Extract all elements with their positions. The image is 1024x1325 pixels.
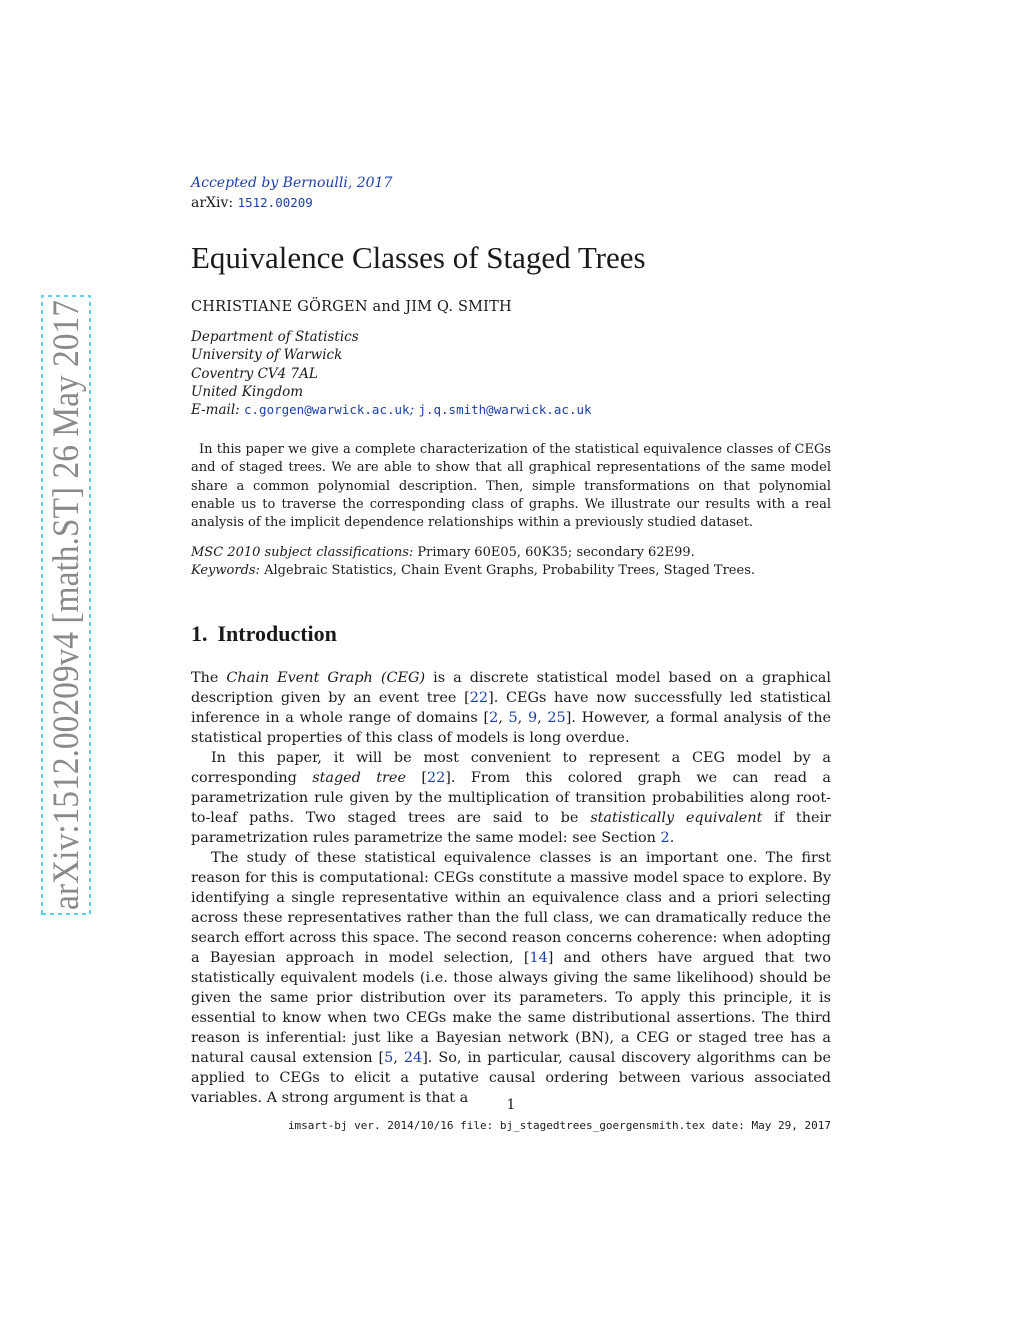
citation-link[interactable]: 25 [547, 710, 566, 726]
arxiv-stamp-text: arXiv:1512.00209v4 [math.ST] 26 May 2017 [46, 290, 87, 910]
keywords-line [191, 562, 831, 580]
section-heading-introduction [191, 620, 831, 648]
arxiv-side-stamp [8, 290, 108, 920]
introduction-body [191, 668, 831, 1108]
text-run: ]. From this colored graph we can read a parametrization rule given by the multiplication of transition probabilities along root-to-leaf paths. Two staged trees are said to be [191, 770, 831, 826]
email-link-gorgen[interactable]: c.gorgen@warwick.ac.uk [244, 402, 410, 418]
text-run: The study of these statistical equivalence classes is an important one. The first reason for this is computational: CEGs constitute a massive model space to explore. By identifying a single representative within an equivalence class and a priori selecting across these representatives rather than the full class, we can dramatically reduce the search effort across this space. The second reason concerns coherence: when adopting a Bayesian approach in model selection, [ [191, 850, 831, 966]
classification-block [191, 544, 831, 581]
section-title-text: Introduction [217, 621, 337, 646]
citation-link[interactable]: 24 [403, 1050, 423, 1066]
text-run: ]. So, in particular, causal discovery algorithms can be applied to CEGs to elicit a putative causal ordering between various associated variables. A strong argument is that a [191, 1050, 831, 1106]
text-run: The [191, 670, 227, 686]
affiliation-line: Coventry CV4 7AL [191, 365, 318, 382]
text-emphasis: staged tree [312, 770, 406, 786]
citation-link[interactable]: 5 [384, 1050, 394, 1066]
text-emphasis: Chain Event Graph (CEG) [226, 670, 426, 686]
paragraph-3: The study of these statistical equivalence classes is an important one. The first reason for this is computational: CEGs constitute a massive model space to explore. By identifying a single representative within an equivalence class and a priori selecting across these representatives rather than the full class, we can dramatically reduce the search effort across this space. The second reason concerns coherence: when adopting a Bayesian approach in model selection, [14] and others have argued that two statistically equivalent models (i.e. those always giving the same likelihood) should be given the same prior distribution over its parameters. To apply this principle, it is essential to know when two CEGs make the same distributional assertions. The third reason is inferential: just like a Bayesian network (BN), a CEG or staged tree has a natural causal extension [5, 24]. So, in particular, causal discovery algorithms can be applied to CEGs to elicit a putative causal ordering between various associated variables. A strong argument is that a [191, 850, 831, 1106]
arxiv-id-line [191, 194, 831, 212]
document-footer: imsart-bj ver. 2014/10/16 file: bj_stagedtrees_goergensmith.tex date: May 29, 2017 [287, 1119, 831, 1132]
email-label: E-mail: [191, 402, 240, 419]
email-separator: ; [409, 402, 415, 419]
citation-link[interactable]: 22 [426, 770, 446, 786]
keywords-label: Keywords: [191, 563, 260, 579]
page-number: 1 [506, 1097, 516, 1113]
email-link-smith[interactable]: j.q.smith@warwick.ac.uk [418, 402, 592, 418]
keywords-text: Algebraic Statistics, Chain Event Graphs, Probability Trees, Staged Trees. [264, 563, 756, 579]
paper-title: Equivalence Classes of Staged Trees [191, 240, 646, 275]
text-run: ] and others have argued that two statistically equivalent models (i.e. those always giving the same likelihood) should be given the same prior distribution over its parameters. To apply this principle, it is essential to know when two CEGs make the same distributional assertions. The third reason is inferential: just like a Bayesian network (BN), a CEG or staged tree has a natural causal extension [ [191, 950, 831, 1066]
msc-label: MSC 2010 subject classifications: [191, 545, 414, 560]
text-run: is a discrete statistical model based on a graphical description given by an event tree [ [191, 670, 831, 706]
text-run: ]. However, a formal analysis of the statistical properties of this class of models is long overdue. [191, 710, 832, 746]
msc-text: Primary 60E05, 60K35; secondary 62E99. [417, 545, 695, 560]
text-run: . [669, 830, 675, 846]
text-run: [ [405, 770, 427, 786]
paragraph-2 [191, 748, 831, 848]
citation-link[interactable]: 22 [469, 690, 489, 706]
email-line [191, 401, 831, 419]
paragraph-1: The Chain Event Graph (CEG) is a discrete statistical model based on a graphical description given by an event tree [22]. CEGs have now successfully led statistical inference in a whole range of domains [2, 5, 9, 25]. However, a formal analysis of the statistical properties of this class of models is long overdue. [191, 670, 832, 746]
affiliation-line: University of Warwick [191, 347, 343, 364]
abstract: In this paper we give a complete characterization of the statistical equivalence classes of CEGs and of staged trees. We are able to show that all graphical representations of the same model share a common polynomial description. Then, simple transformations on that polynomial enable us to traverse the corresponding class of graphs. We illustrate our results with a real analysis of the implicit dependence relationships within a previously studied dataset. [191, 442, 831, 531]
citation-link[interactable]: 9 [527, 710, 538, 726]
text-emphasis: statistically equivalent [590, 810, 763, 826]
affiliation-line: Department of Statistics [191, 329, 359, 345]
affiliation-block [191, 328, 831, 419]
accepted-note[interactable]: Accepted by Bernoulli, 2017 [191, 175, 393, 191]
arxiv-id-link[interactable]: 1512.00209 [237, 195, 313, 210]
msc-line [191, 544, 831, 562]
text-run: In this paper, it will be most convenient to represent a CEG model by a corresponding [191, 750, 831, 786]
citation-link[interactable]: 14 [529, 950, 548, 966]
arxiv-prefix: arXiv: [191, 195, 234, 211]
section-number: 1. [191, 621, 208, 646]
section-reference-link[interactable]: 2 [660, 830, 670, 846]
citation-link[interactable]: 5 [508, 710, 518, 726]
text-run: ]. CEGs have now successfully led statistical inference in a whole range of domains [ [191, 690, 831, 726]
authors: CHRISTIANE GÖRGEN and JIM Q. SMITH [191, 299, 512, 315]
affiliation-line: United Kingdom [191, 383, 304, 400]
citation-link[interactable]: 2 [489, 710, 499, 726]
text-run: if their parametrization rules parametrize the same model: see Section [191, 810, 831, 846]
